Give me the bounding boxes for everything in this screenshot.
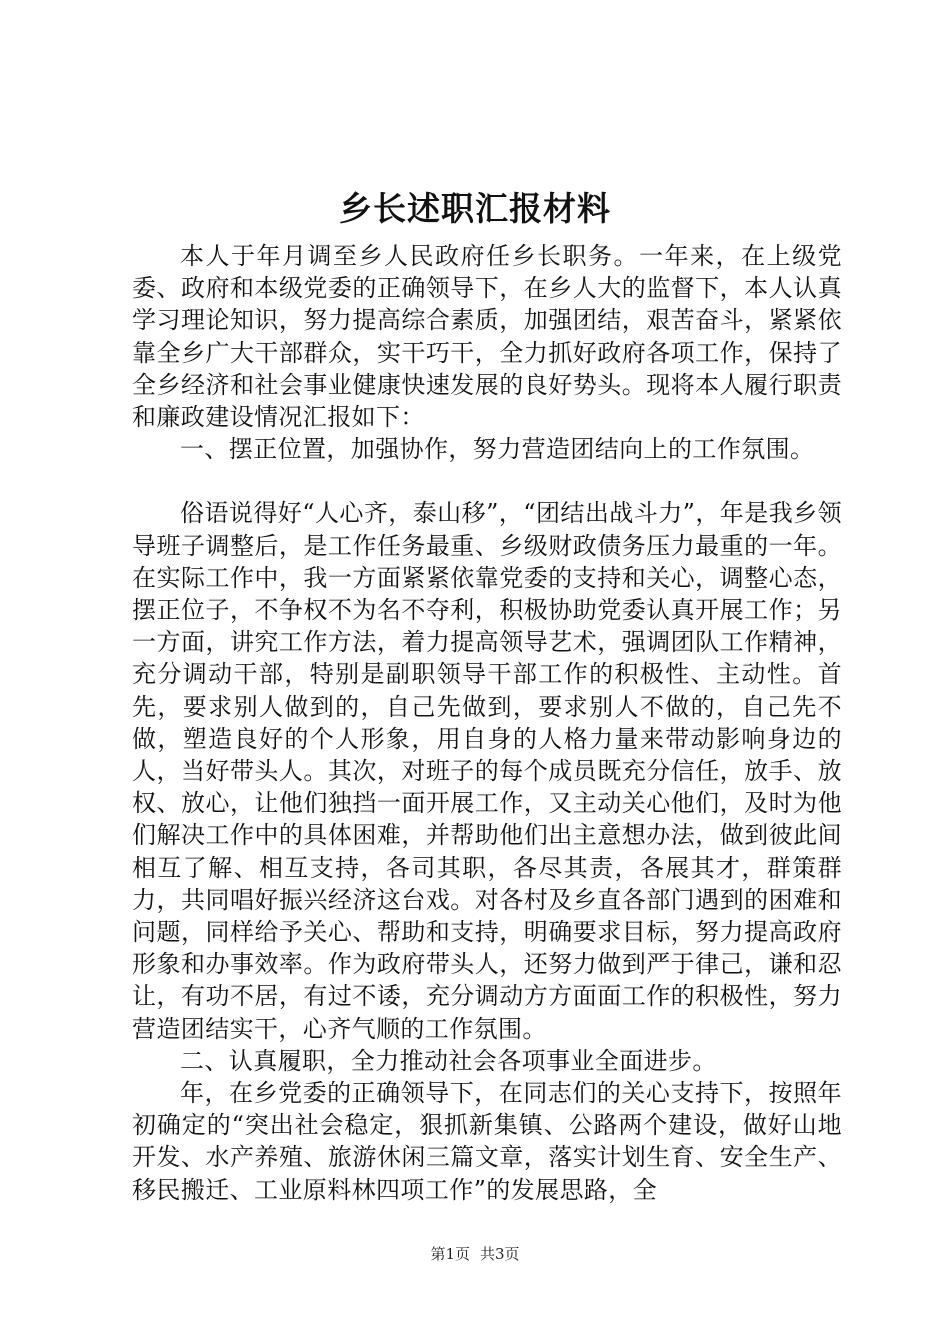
page-footer [0,1244,950,1264]
page-number: 第1页 [430,1245,470,1263]
document-body [132,240,842,1206]
document-title: 乡长述职汇报材料 [339,189,611,228]
paragraph-duties: 年，在乡党委的正确领导下，在同志们的关心支持下，按照年初确定的“突出社会稳定，狠抓新集镇、公路两个建设，做好山地开发、水产养殖、旅游休闲三篇文章，落实计划生育、安全生产、移民搬迁、工业原料林四项工作”的发展思路，全 [132,1079,842,1204]
section-heading-two: 二、认真履职，全力推动社会各项事业全面进步。 [180,1046,717,1075]
paragraph-teamwork: 俗语说得好“人心齐，泰山移”，“团结出战斗力”，年是我乡领导班子调整后，是工作任务最重、乡级财政债务压力最重的一年。在实际工作中，我一方面紧紧依靠党委的支持和关心，调整心态，摆正位子，不争权不为名不夺利，积极协助党委认真开展工作；另一方面，讲究工作方法，着力提高领导艺术，强调团队工作精神，充分调动干部，特别是副职领导干部工作的积极性、主动性。首先，要求别人做到的，自己先做到，要求别人不做的，自己先不做，塑造良好的个人形象，用自身的人格力量来带动影响身边的人，当好带头人。其次，对班子的每个成员既充分信任，放手、放权、放心，让他们独挡一面开展工作，又主动关心他们，及时为他们解决工作中的具体困难，并帮助他们出主意想办法，做到彼此间相互了解、相互支持，各司其职，各尽其责，各展其才，群策群力，共同唱好振兴经济这台戏。对各村及乡直各部门遇到的困难和问题，同样给予关心、帮助和支持，明确要求目标，努力提高政府形象和办事效率。作为政府带头人，还努力做到严于律己，谦和忍让，有功不居，有过不诿，充分调动方方面面工作的积极性，努力营造团结实干，心齐气顺的工作氛围。 [132,499,842,1043]
paragraph-intro: 本人于年月调至乡人民政府任乡长职务。一年来，在上级党委、政府和本级党委的正确领导下，在乡人大的监督下，本人认真学习理论知识，努力提高综合素质，加强团结，艰苦奋斗，紧紧依靠全乡广大干部群众，实干巧干，全力抓好政府各项工作，保持了全乡经济和社会事业健康快速发展的良好势头。现将本人履行职责和廉政建设情况汇报如下： [132,242,842,432]
page-total: 共3页 [480,1245,520,1263]
section-heading-one: 一、摆正位置，加强协作，努力营造团结向上的工作氛围。 [180,435,815,464]
